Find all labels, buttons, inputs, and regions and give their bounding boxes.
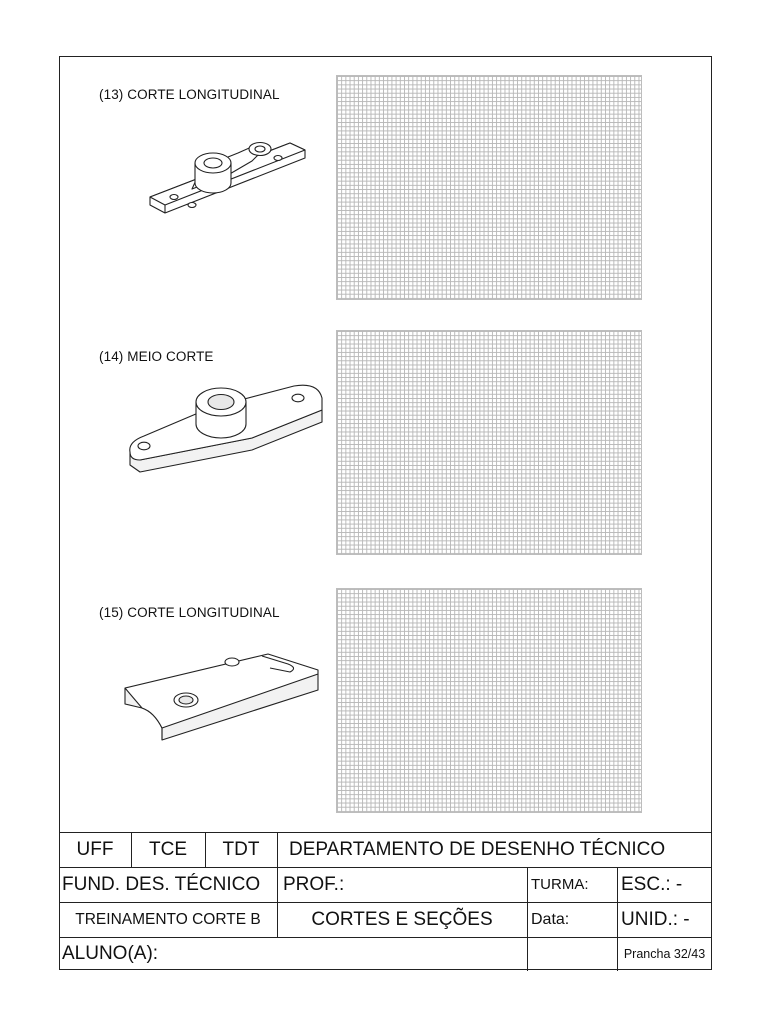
sheet-number: Prancha 32/43	[623, 947, 706, 961]
date-field[interactable]: Data:	[531, 910, 570, 928]
drawing-grid-15[interactable]	[336, 588, 642, 813]
drawing-grid-14[interactable]	[336, 330, 642, 555]
training-label: TREINAMENTO CORTE B	[75, 910, 261, 928]
institution-label: UFF	[76, 839, 114, 860]
school-label: TCE	[149, 839, 187, 860]
diamond-flange-icon	[122, 380, 327, 480]
exercise-13-title: (13) CORTE LONGITUDINAL	[99, 87, 280, 102]
department-label: DEPARTAMENTO DE DESENHO TÉCNICO	[289, 839, 666, 860]
class-field[interactable]: TURMA:	[531, 876, 589, 893]
professor-field[interactable]: PROF.:	[283, 873, 345, 895]
student-field[interactable]: ALUNO(A):	[62, 943, 159, 964]
drawing-grid-13[interactable]	[336, 75, 642, 300]
slotted-block-icon	[120, 640, 325, 750]
title-block	[59, 832, 712, 970]
course-label: FUND. DES. TÉCNICO	[62, 873, 261, 895]
exercise-14-title: (14) MEIO CORTE	[99, 349, 214, 364]
subject-label: CORTES E SEÇÕES	[311, 908, 493, 930]
scale-label: ESC.: -	[621, 873, 683, 895]
department-code-label: TDT	[222, 839, 260, 860]
unit-label: UNID.: -	[621, 908, 690, 930]
exercise-15-title: (15) CORTE LONGITUDINAL	[99, 605, 280, 620]
base-plate-with-boss-icon	[140, 125, 315, 235]
